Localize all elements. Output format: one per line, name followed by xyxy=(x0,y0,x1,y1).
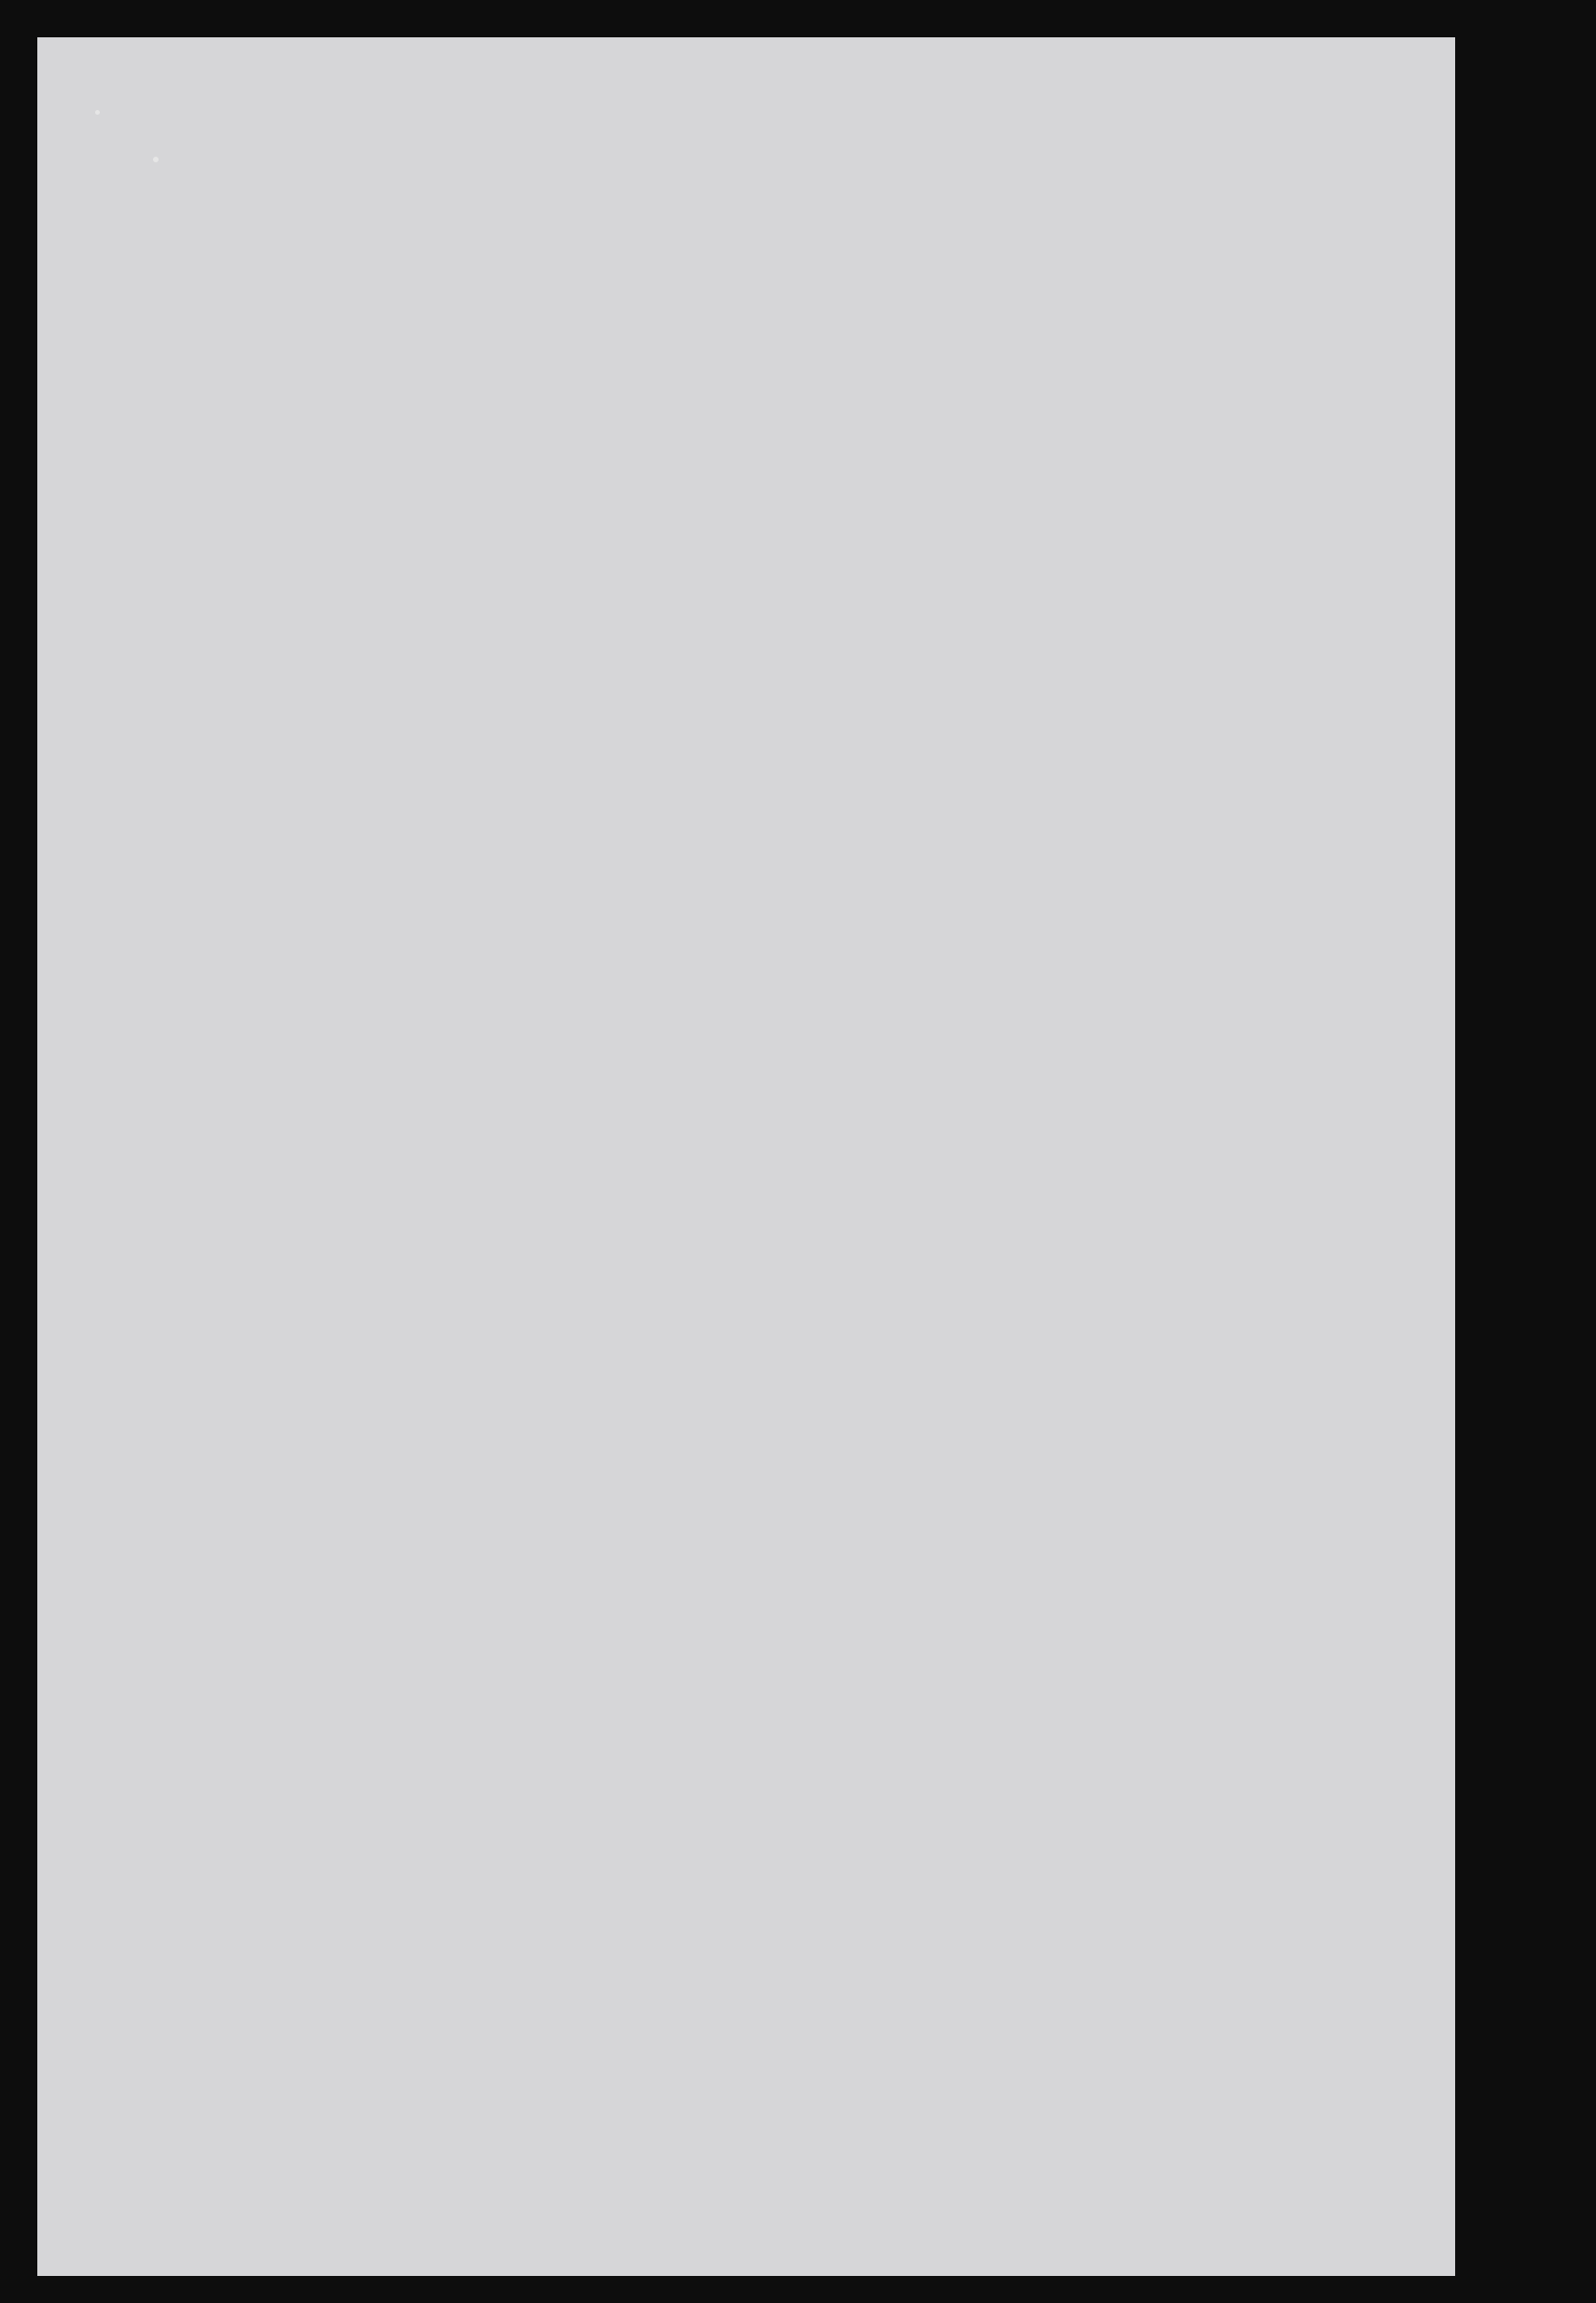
document-page xyxy=(37,37,1455,2276)
scan-speck xyxy=(95,110,100,115)
scan-speck xyxy=(153,157,159,162)
passenger-roster xyxy=(37,37,1455,2276)
